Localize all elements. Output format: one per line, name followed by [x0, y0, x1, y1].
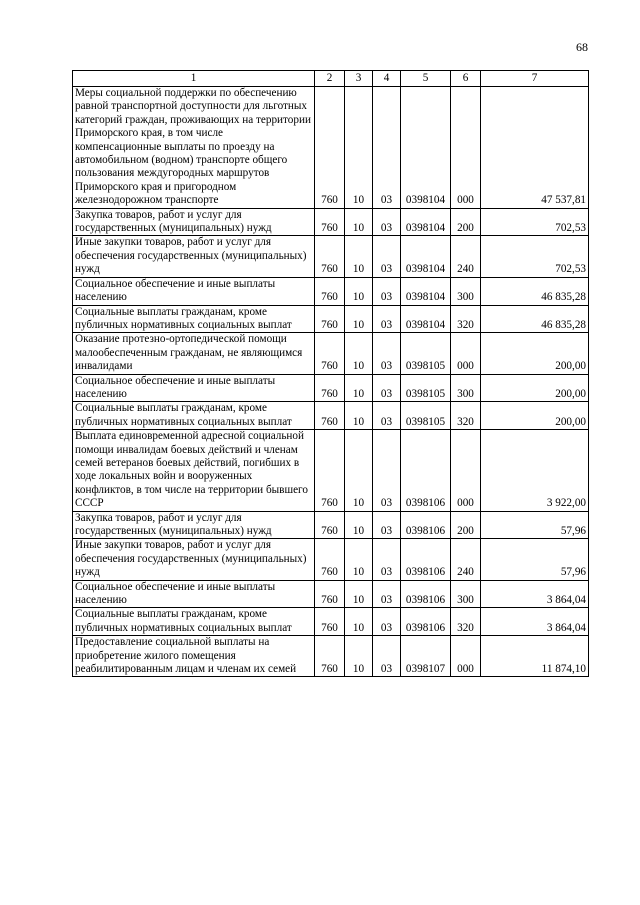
- table-row: [73, 636, 589, 677]
- row-code-2: 760: [315, 430, 345, 511]
- row-name: Социальные выплаты гражданам, кроме публичных нормативных социальных выплат: [73, 305, 315, 333]
- row-name: Закупка товаров, работ и услуг для государственных (муниципальных) нужд: [73, 511, 315, 539]
- header-col-7: 7: [481, 71, 589, 87]
- row-code-4: 03: [373, 608, 401, 636]
- row-code-4: 03: [373, 636, 401, 677]
- row-code-3: 10: [345, 580, 373, 608]
- row-code-2: 760: [315, 511, 345, 539]
- row-code-3: 10: [345, 402, 373, 430]
- row-amount: 47 537,81: [481, 87, 589, 209]
- header-col-5: 5: [401, 71, 451, 87]
- row-code-6: 000: [451, 430, 481, 511]
- table-row: [73, 208, 589, 236]
- row-code-6: 320: [451, 402, 481, 430]
- row-code-4: 03: [373, 402, 401, 430]
- row-code-4: 03: [373, 430, 401, 511]
- row-code-6: 320: [451, 608, 481, 636]
- page-number: 68: [576, 40, 588, 54]
- row-amount: 200,00: [481, 333, 589, 374]
- row-code-6: 240: [451, 236, 481, 277]
- row-code-6: 300: [451, 580, 481, 608]
- row-code-4: 03: [373, 208, 401, 236]
- row-amount: 3 864,04: [481, 580, 589, 608]
- row-code-2: 760: [315, 277, 345, 305]
- header-col-1: 1: [73, 71, 315, 87]
- row-code-3: 10: [345, 208, 373, 236]
- table-row: [73, 236, 589, 277]
- table-row: [73, 539, 589, 580]
- row-code-2: 760: [315, 608, 345, 636]
- row-name: Социальное обеспечение и иные выплаты населению: [73, 277, 315, 305]
- row-name: Социальное обеспечение и иные выплаты населению: [73, 374, 315, 402]
- row-name: Предоставление социальной выплаты на приобретение жилого помещения реабилитированным лицам и членам их семей: [73, 636, 315, 677]
- header-col-4: 4: [373, 71, 401, 87]
- row-code-3: 10: [345, 277, 373, 305]
- row-code-3: 10: [345, 430, 373, 511]
- header-col-2: 2: [315, 71, 345, 87]
- row-code-6: 240: [451, 539, 481, 580]
- row-code-6: 000: [451, 333, 481, 374]
- row-amount: 3 922,00: [481, 430, 589, 511]
- row-code-2: 760: [315, 87, 345, 209]
- row-amount: 57,96: [481, 511, 589, 539]
- row-code-6: 000: [451, 87, 481, 209]
- row-code-4: 03: [373, 511, 401, 539]
- row-code-5: 0398106: [401, 511, 451, 539]
- row-name: Закупка товаров, работ и услуг для государственных (муниципальных) нужд: [73, 208, 315, 236]
- table-row: [73, 333, 589, 374]
- row-code-2: 760: [315, 580, 345, 608]
- row-amount: 702,53: [481, 236, 589, 277]
- row-code-4: 03: [373, 277, 401, 305]
- row-code-5: 0398105: [401, 374, 451, 402]
- table-row: [73, 374, 589, 402]
- row-code-6: 300: [451, 277, 481, 305]
- row-code-3: 10: [345, 305, 373, 333]
- row-name: Выплата единовременной адресной социальной помощи инвалидам боевых действий и членам семей ветеранов боевых действий, погибших в ходе локальных войн и вооруженных конфликтов, в том числе на территории бывшего СССР: [73, 430, 315, 511]
- row-amount: 200,00: [481, 402, 589, 430]
- table-row: [73, 608, 589, 636]
- row-code-3: 10: [345, 511, 373, 539]
- row-code-2: 760: [315, 636, 345, 677]
- row-code-5: 0398105: [401, 402, 451, 430]
- row-amount: 46 835,28: [481, 305, 589, 333]
- row-code-5: 0398104: [401, 236, 451, 277]
- row-code-6: 000: [451, 636, 481, 677]
- row-code-2: 760: [315, 374, 345, 402]
- row-code-2: 760: [315, 539, 345, 580]
- row-code-6: 200: [451, 511, 481, 539]
- row-amount: 200,00: [481, 374, 589, 402]
- row-code-6: 320: [451, 305, 481, 333]
- table-row: [73, 580, 589, 608]
- row-code-5: 0398107: [401, 636, 451, 677]
- row-code-5: 0398104: [401, 208, 451, 236]
- row-code-5: 0398106: [401, 430, 451, 511]
- row-amount: 3 864,04: [481, 608, 589, 636]
- row-name: Меры социальной поддержки по обеспечению равной транспортной доступности для льготных категорий граждан, проживающих на территории Приморского края, в том числе компенсационные выплаты по проезду на автомобильном (водном) транспорте общего пользования междугородных маршрутов Приморского края и пригородном железнодорожном транспорте: [73, 87, 315, 209]
- row-code-5: 0398106: [401, 539, 451, 580]
- row-code-6: 300: [451, 374, 481, 402]
- row-code-3: 10: [345, 608, 373, 636]
- row-code-3: 10: [345, 333, 373, 374]
- row-code-5: 0398104: [401, 277, 451, 305]
- row-code-5: 0398105: [401, 333, 451, 374]
- table-row: [73, 87, 589, 209]
- row-code-4: 03: [373, 236, 401, 277]
- row-code-4: 03: [373, 333, 401, 374]
- row-name: Социальные выплаты гражданам, кроме публичных нормативных социальных выплат: [73, 608, 315, 636]
- table-row: [73, 277, 589, 305]
- row-code-6: 200: [451, 208, 481, 236]
- row-name: Социальные выплаты гражданам, кроме публичных нормативных социальных выплат: [73, 402, 315, 430]
- row-amount: 46 835,28: [481, 277, 589, 305]
- table-row: [73, 511, 589, 539]
- row-code-4: 03: [373, 305, 401, 333]
- row-code-5: 0398104: [401, 305, 451, 333]
- table-row: [73, 430, 589, 511]
- row-code-4: 03: [373, 580, 401, 608]
- row-code-2: 760: [315, 333, 345, 374]
- row-amount: 57,96: [481, 539, 589, 580]
- row-code-3: 10: [345, 539, 373, 580]
- row-code-5: 0398104: [401, 87, 451, 209]
- row-code-2: 760: [315, 208, 345, 236]
- row-amount: 11 874,10: [481, 636, 589, 677]
- row-code-2: 760: [315, 402, 345, 430]
- header-row: [73, 71, 589, 87]
- row-code-4: 03: [373, 374, 401, 402]
- row-name: Иные закупки товаров, работ и услуг для обеспечения государственных (муниципальных) нужд: [73, 539, 315, 580]
- row-name: Иные закупки товаров, работ и услуг для обеспечения государственных (муниципальных) нужд: [73, 236, 315, 277]
- row-code-4: 03: [373, 539, 401, 580]
- table-row: [73, 402, 589, 430]
- row-code-3: 10: [345, 374, 373, 402]
- budget-table: [72, 70, 589, 677]
- row-amount: 702,53: [481, 208, 589, 236]
- row-code-2: 760: [315, 305, 345, 333]
- row-code-2: 760: [315, 236, 345, 277]
- row-name: Социальное обеспечение и иные выплаты населению: [73, 580, 315, 608]
- header-col-6: 6: [451, 71, 481, 87]
- row-name: Оказание протезно-ортопедической помощи малообеспеченным гражданам, не являющимся инвалидами: [73, 333, 315, 374]
- row-code-5: 0398106: [401, 608, 451, 636]
- table-row: [73, 305, 589, 333]
- row-code-4: 03: [373, 87, 401, 209]
- row-code-3: 10: [345, 87, 373, 209]
- row-code-3: 10: [345, 236, 373, 277]
- header-col-3: 3: [345, 71, 373, 87]
- row-code-5: 0398106: [401, 580, 451, 608]
- row-code-3: 10: [345, 636, 373, 677]
